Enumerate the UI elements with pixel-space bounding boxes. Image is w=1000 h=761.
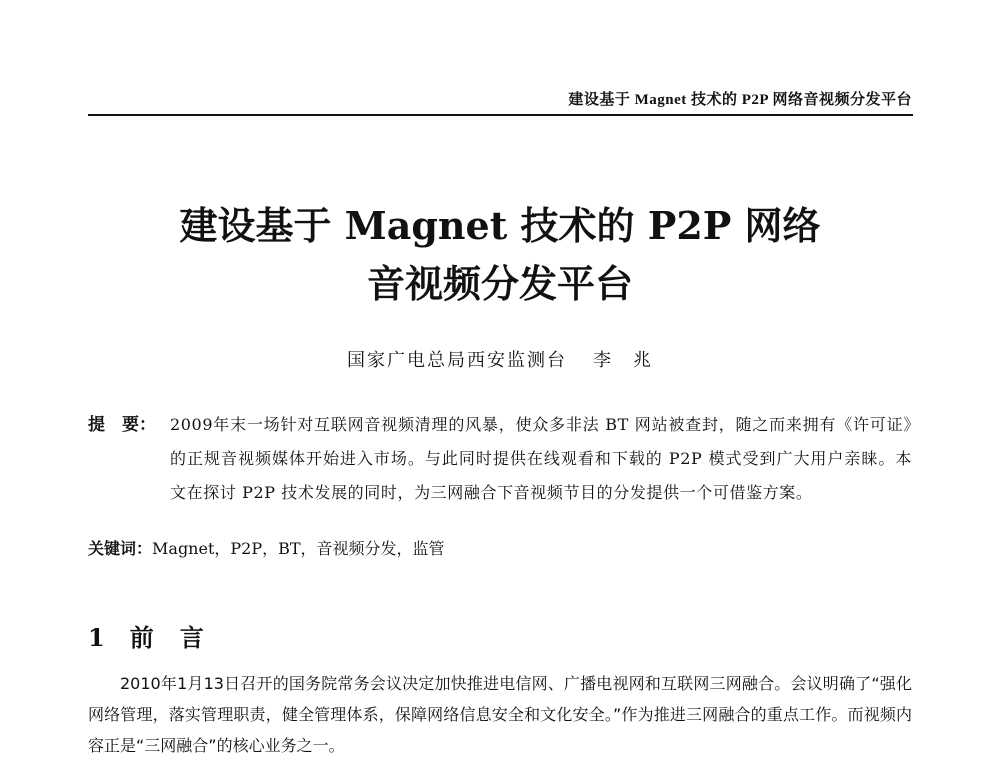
keywords-text: Magnet，P2P，BT，音视频分发，监管 [152,539,445,558]
section-heading [88,618,205,653]
author-name: 李 兆 [593,350,653,371]
header-rule [88,114,913,116]
abstract-text: 2009年末一场针对互联网音视频清理的风暴，使众多非法 BT 网站被查封，随之而来拥有《许可证》的正规音视频媒体开始进入市场。与此同时提供在线观看和下载的 P2P 模式受到广大用户亲睐。本文在探讨 P2P 技术发展的同时，为三网融合下音视频节目的分发提供一个可借鉴方案。 [170,415,912,502]
abstract-label: 提 要： [88,415,156,435]
author-affiliation: 国家广电总局西安监测台 [347,350,567,371]
paper-title-line-1: 建设基于 Magnet 技术的 P2P 网络 [179,203,821,248]
running-header: 建设基于 Magnet 技术的 P2P 网络音视频分发平台 [568,92,912,108]
paper-title-line-2: 音视频分发平台 [366,261,633,306]
section-number: 1 [88,623,106,652]
section-title: 前 言 [129,623,205,652]
keywords-label: 关键词： [88,539,153,558]
author-line [0,346,1000,372]
section-paragraph: 2010年1月13日召开的国务院常务会议决定加快推进电信网、广播电视网和互联网三网融合。会议明确了“强化网络管理，落实管理职责，健全管理体系，保障网络信息安全和文化安全。”作为推进三网融合的重点工作。而视频内容正是“三网融合”的核心业务之一。 [88,674,912,755]
keywords [88,532,918,566]
